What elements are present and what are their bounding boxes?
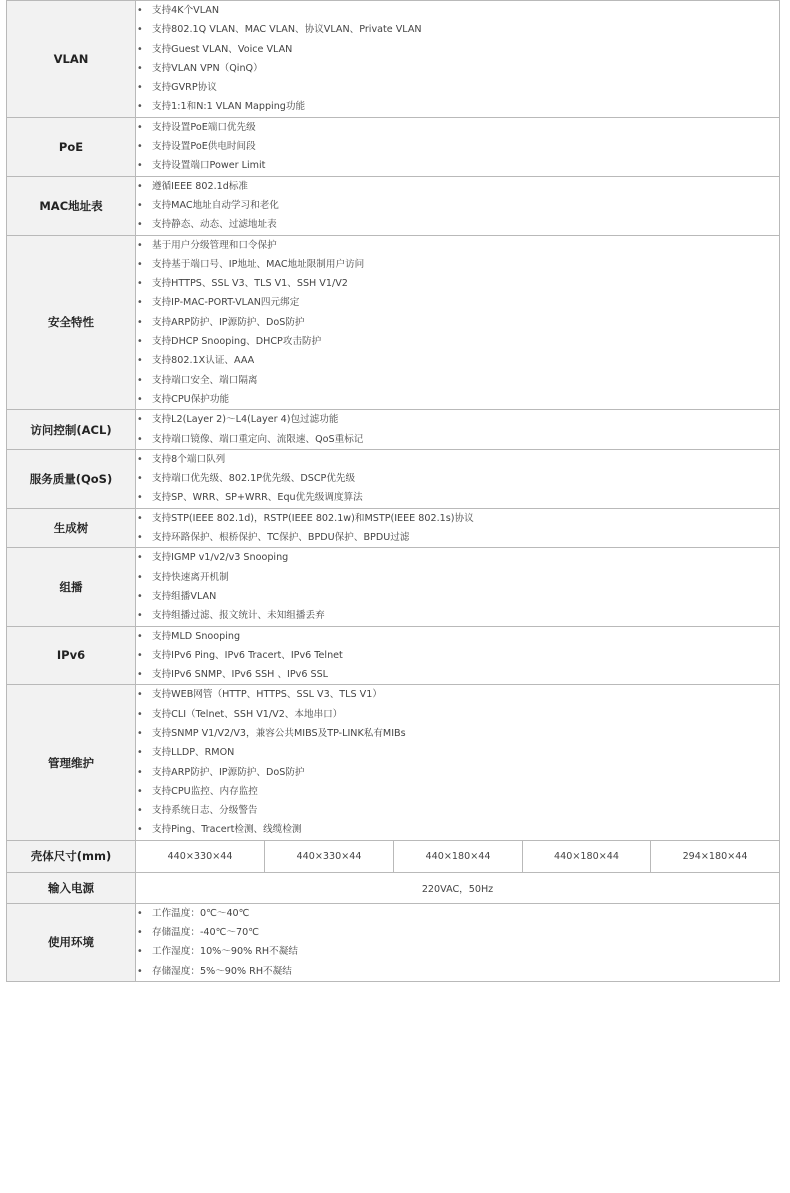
list-item: • 支持CLI（Telnet、SSH V1/V2、本地串口） <box>136 705 779 724</box>
row-label-power: 输入电源 <box>7 872 136 903</box>
list-item: • 支持WEB网管（HTTP、HTTPS、SSL V3、TLS V1） <box>136 685 779 704</box>
list-item: • 支持802.1Q VLAN、MAC VLAN、协议VLAN、Private VLAN <box>136 20 779 39</box>
row-label-environment: 使用环境 <box>7 903 136 981</box>
list-item: • 支持系统日志、分级警告 <box>136 801 779 820</box>
dimension-value-2: 440×330×44 <box>265 840 394 872</box>
list-item: • 支持IP-MAC-PORT-VLAN四元绑定 <box>136 293 779 312</box>
list-item: • 支持Ping、Tracert检测、线缆检测 <box>136 820 779 839</box>
feature-list <box>136 450 779 508</box>
list-item: • 支持CPU保护功能 <box>136 390 779 409</box>
feature-list <box>136 548 779 625</box>
row-content <box>136 548 780 626</box>
list-item: • 支持1:1和N:1 VLAN Mapping功能 <box>136 97 779 116</box>
list-item: • 工作湿度：10%～90% RH不凝结 <box>136 942 779 961</box>
feature-list <box>136 509 779 548</box>
list-item: • 存储湿度：5%～90% RH不凝结 <box>136 962 779 981</box>
list-item: • 支持基于端口号、IP地址、MAC地址限制用户访问 <box>136 255 779 274</box>
list-item: • 支持端口优先级、802.1P优先级、DSCP优先级 <box>136 469 779 488</box>
spec-row <box>7 1 780 118</box>
row-content <box>136 626 780 685</box>
row-label: VLAN <box>7 1 136 118</box>
row-content <box>136 176 780 235</box>
spec-row <box>7 117 780 176</box>
row-label: IPv6 <box>7 626 136 685</box>
row-label: PoE <box>7 117 136 176</box>
list-item: • 支持设置端口Power Limit <box>136 156 779 175</box>
power-value: 220VAC，50Hz <box>136 872 780 903</box>
row-label: 组播 <box>7 548 136 626</box>
list-item: • 支持HTTPS、SSL V3、TLS V1、SSH V1/V2 <box>136 274 779 293</box>
list-item: • 支持L2(Layer 2)～L4(Layer 4)包过滤功能 <box>136 410 779 429</box>
row-content <box>136 685 780 840</box>
row-content-environment <box>136 903 780 981</box>
list-item: • 支持IPv6 SNMP、IPv6 SSH 、IPv6 SSL <box>136 665 779 684</box>
list-item: • 支持DHCP Snooping、DHCP攻击防护 <box>136 332 779 351</box>
row-label: MAC地址表 <box>7 176 136 235</box>
spec-row <box>7 449 780 508</box>
spec-row <box>7 548 780 626</box>
row-content <box>136 235 780 410</box>
feature-list <box>136 685 779 839</box>
list-item: • 支持IPv6 Ping、IPv6 Tracert、IPv6 Telnet <box>136 646 779 665</box>
list-item: • 支持IGMP v1/v2/v3 Snooping <box>136 548 779 567</box>
list-item: • 支持组播VLAN <box>136 587 779 606</box>
row-environment <box>7 903 780 981</box>
list-item: • 支持8个端口队列 <box>136 450 779 469</box>
row-content <box>136 449 780 508</box>
spec-row <box>7 410 780 450</box>
list-item: • 支持端口镜像、端口重定向、流限速、QoS重标记 <box>136 430 779 449</box>
list-item: • 支持802.1X认证、AAA <box>136 351 779 370</box>
list-item: • 支持GVRP协议 <box>136 78 779 97</box>
row-content <box>136 410 780 450</box>
spec-table <box>6 0 780 982</box>
row-label: 生成树 <box>7 508 136 548</box>
dimension-value-1: 440×330×44 <box>136 840 265 872</box>
list-item: • 支持ARP防护、IP源防护、DoS防护 <box>136 313 779 332</box>
list-item: • 支持STP(IEEE 802.1d)，RSTP(IEEE 802.1w)和MSTP(IEEE 802.1s)协议 <box>136 509 779 528</box>
dimension-value-5: 294×180×44 <box>651 840 780 872</box>
list-item: • 支持设置PoE端口优先级 <box>136 118 779 137</box>
list-item: • 支持4K个VLAN <box>136 1 779 20</box>
list-item: • 支持SNMP V1/V2/V3，兼容公共MIBS及TP-LINK私有MIBs <box>136 724 779 743</box>
list-item: • 工作温度：0℃～40℃ <box>136 904 779 923</box>
list-item: • 存储温度：-40℃～70℃ <box>136 923 779 942</box>
list-item: • 支持LLDP、RMON <box>136 743 779 762</box>
spec-row <box>7 235 780 410</box>
feature-list <box>136 410 779 449</box>
list-item: • 支持MAC地址自动学习和老化 <box>136 196 779 215</box>
row-content <box>136 1 780 118</box>
list-item: • 支持快速离开机制 <box>136 568 779 587</box>
row-content <box>136 508 780 548</box>
list-item: • 支持静态、动态、过滤地址表 <box>136 215 779 234</box>
row-label: 管理维护 <box>7 685 136 840</box>
row-content <box>136 117 780 176</box>
list-item: • 支持CPU监控、内存监控 <box>136 782 779 801</box>
list-item: • 支持SP、WRR、SP+WRR、Equ优先级调度算法 <box>136 488 779 507</box>
environment-list <box>136 904 779 981</box>
spec-row <box>7 626 780 685</box>
feature-list <box>136 236 779 410</box>
spec-row <box>7 176 780 235</box>
row-dimensions <box>7 840 780 872</box>
feature-list <box>136 1 779 117</box>
row-label: 安全特性 <box>7 235 136 410</box>
list-item: • 支持Guest VLAN、Voice VLAN <box>136 40 779 59</box>
list-item: • 遵循IEEE 802.1d标准 <box>136 177 779 196</box>
list-item: • 支持环路保护、根桥保护、TC保护、BPDU保护、BPDU过滤 <box>136 528 779 547</box>
list-item: • 基于用户分级管理和口令保护 <box>136 236 779 255</box>
list-item: • 支持设置PoE供电时间段 <box>136 137 779 156</box>
dimension-value-3: 440×180×44 <box>394 840 523 872</box>
feature-list <box>136 177 779 235</box>
row-label: 访问控制(ACL) <box>7 410 136 450</box>
row-label: 服务质量(QoS) <box>7 449 136 508</box>
spec-table-body <box>7 1 780 982</box>
list-item: • 支持端口安全、端口隔离 <box>136 371 779 390</box>
list-item: • 支持组播过滤、报文统计、未知组播丢弃 <box>136 606 779 625</box>
dimension-value-4: 440×180×44 <box>523 840 651 872</box>
spec-row <box>7 685 780 840</box>
list-item: • 支持VLAN VPN（QinQ） <box>136 59 779 78</box>
row-label-dimensions: 壳体尺寸(mm) <box>7 840 136 872</box>
list-item: • 支持ARP防护、IP源防护、DoS防护 <box>136 763 779 782</box>
row-power <box>7 872 780 903</box>
spec-row <box>7 508 780 548</box>
list-item: • 支持MLD Snooping <box>136 627 779 646</box>
feature-list <box>136 627 779 685</box>
feature-list <box>136 118 779 176</box>
